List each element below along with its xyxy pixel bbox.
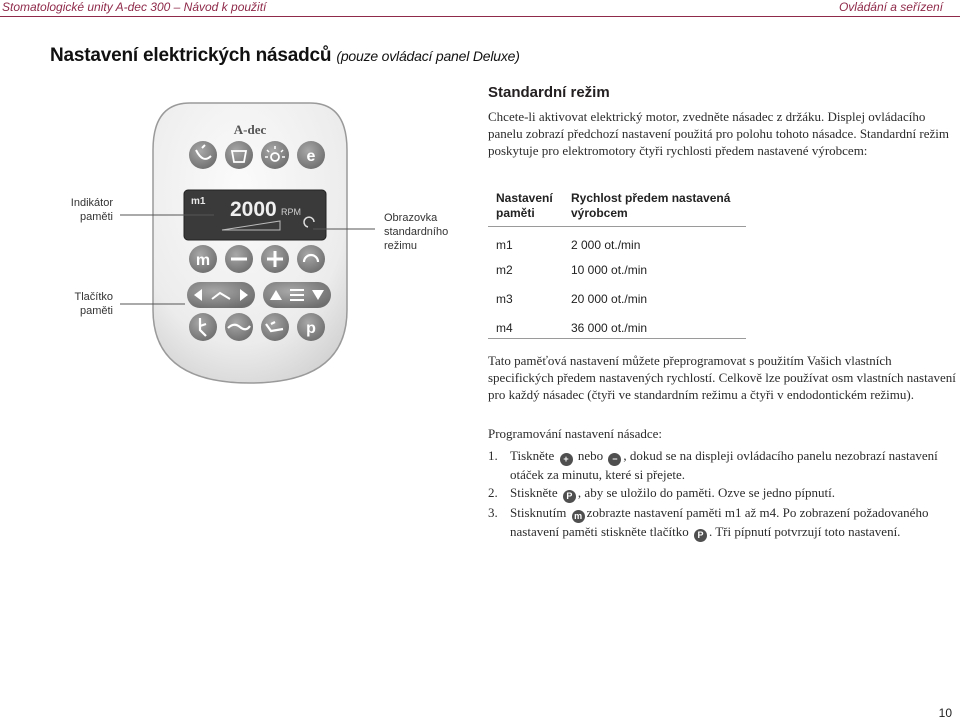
table-header-speed: Rychlost předem nastavená výrobcem <box>571 191 731 220</box>
table-header-memory: Nastavení paměti <box>496 191 553 220</box>
step-text: Stiskněte P , aby se uložilo do paměti. Ozve se jedno pípnutí. <box>510 485 835 501</box>
m-icon: m <box>572 510 585 523</box>
display-value: 2000 <box>230 198 277 221</box>
programming-heading: Programování nastavení násadce: <box>488 426 662 441</box>
table-cell-speed: 20 000 ot./min <box>571 292 648 306</box>
title-note: (pouze ovládací panel Deluxe) <box>336 48 520 64</box>
step-1 <box>488 447 958 483</box>
p-icon: P <box>563 490 576 503</box>
table-header-rule <box>488 226 746 227</box>
display-unit: RPM <box>281 207 301 217</box>
label-memory-indicator: Indikátor paměti <box>70 197 113 223</box>
minus-icon: − <box>608 453 621 466</box>
adec-logo: A-dec <box>233 122 267 137</box>
label-standard-screen: Obrazovka standardního režimu <box>384 212 449 252</box>
plus-icon: + <box>560 453 573 466</box>
running-header-right: Ovládání a seřízení <box>838 0 943 14</box>
page-number: 10 <box>938 706 952 720</box>
table-cell-mem: m3 <box>496 292 513 306</box>
svg-text:p: p <box>306 320 316 337</box>
step-3 <box>488 504 958 558</box>
display-memory-label: m1 <box>191 196 206 207</box>
step-number: 2. <box>488 485 498 500</box>
table-cell-mem: m1 <box>496 238 513 252</box>
step-text: Tiskněte + nebo − , dokud se na displeji ovládacího panelu nezobrazí nastavení otáček za minutu, které si přejete. <box>510 448 938 482</box>
step-2 <box>488 484 958 502</box>
table-cell-speed: 2 000 ot./min <box>571 238 641 252</box>
table-cell-mem: m2 <box>496 263 513 277</box>
label-memory-button: Tlačítko paměti <box>74 291 113 317</box>
svg-text:m: m <box>195 252 211 269</box>
step-number: 1. <box>488 448 498 463</box>
intro-paragraph: Chcete-li aktivovat elektrický motor, zvedněte násadec z držáku. Displej ovládacího panelu zobrazí předchozí nastavení použitá pro polohu tohoto násadce. Standardní režim poskytuje pro elektromotory čtyři rychlosti předem nastavené výrobcem: <box>488 109 949 158</box>
table-bottom-rule <box>488 338 746 339</box>
p-icon: P <box>694 529 707 542</box>
table-cell-speed: 10 000 ot./min <box>571 263 648 277</box>
title-main: Nastavení elektrických násadců <box>50 45 332 66</box>
table-cell-speed: 36 000 ot./min <box>571 321 648 335</box>
reprogram-paragraph: Tato paměťová nastavení můžete přeprogramovat s použitím Vašich vlastních specifických předem nastavených rychlostí. Celkově lze používat osm vlastních nastavení pro každý násadec (čtyři ve standardním režimu a čtyři v endodontickém režimu). <box>488 353 956 402</box>
running-header-left: Stomatologické unity A-dec 300 – Návod k použití <box>2 0 267 14</box>
step-number: 3. <box>488 505 498 520</box>
table-cell-mem: m4 <box>496 321 513 335</box>
section-heading: Standardní režim <box>488 84 610 101</box>
svg-text:e: e <box>306 148 316 165</box>
step-text: Stisknutím m zobrazte nastavení paměti m1 až m4. Po zobrazení požadovaného nastavení paměti stiskněte tlačítko P . Tři pípnutí potvrzují toto nastavení. <box>510 505 929 540</box>
